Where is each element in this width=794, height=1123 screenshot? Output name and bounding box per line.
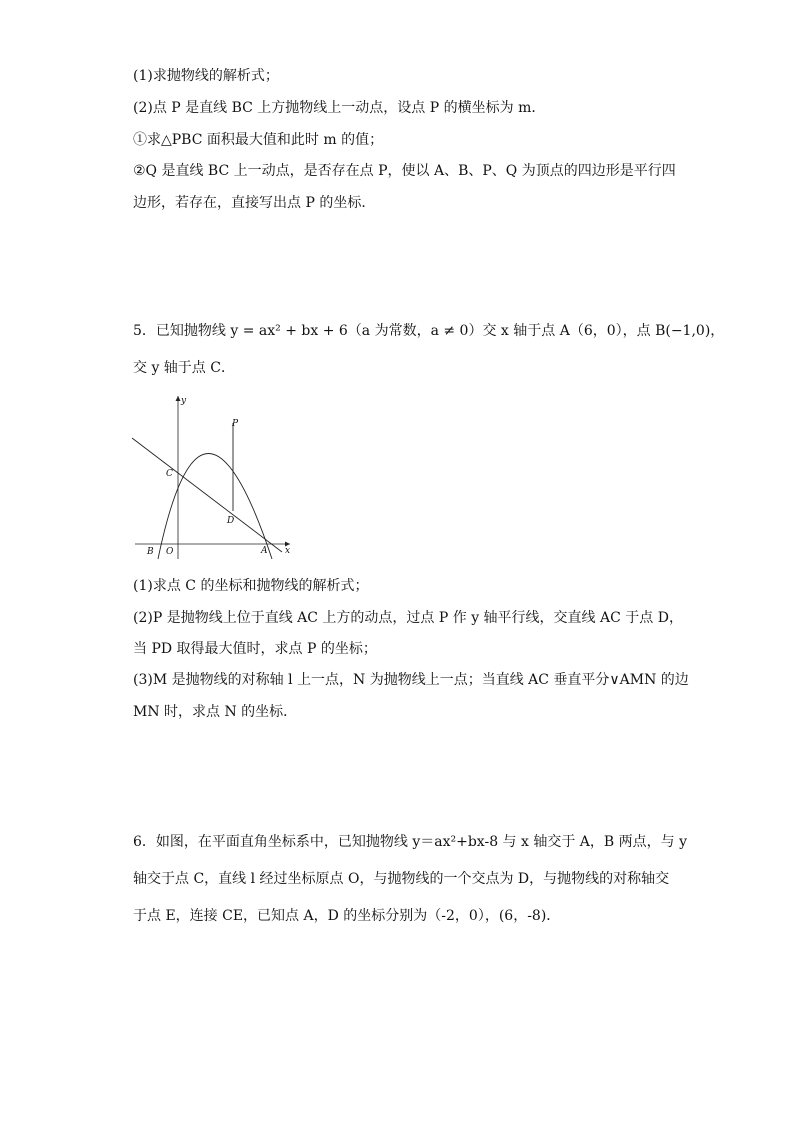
label-a: A [261, 546, 268, 556]
p6-line3: 于点 E，连接 CE，已知点 A，D 的坐标分别为（-2，0），(6，-8)． [133, 908, 561, 924]
p4-part2-sub2-line1: ②Q 是直线 BC 上一动点，是否存在点 P，使以 A、B、P、Q 为顶点的四边形是平行四 [133, 163, 676, 179]
p5-stem-line1: 5．已知抛物线 y = ax² + bx + 6（a 为常数，a ≠ 0）交 x 轴于点 A（6，0），点 B(−1,0)， [133, 323, 725, 339]
p4-part2-sub1: ①求△PBC 面积最大值和此时 m 的值； [133, 132, 384, 148]
p6-line1: 6．如图，在平面直角坐标系中，已知抛物线 y＝ax²+bx-8 与 x 轴交于 A，B 两点，与 y [133, 834, 688, 850]
label-c: C [166, 469, 173, 479]
p5-q2-line2: 当 PD 取得最大值时，求点 P 的坐标； [133, 641, 377, 657]
label-x: x [285, 546, 291, 556]
p4-part2: (2)点 P 是直线 BC 上方抛物线上一动点，设点 P 的横坐标为 m． [133, 100, 546, 116]
p5-q3-line2: MN 时，求点 N 的坐标． [133, 704, 298, 720]
label-d: D [227, 516, 235, 526]
p6-line2: 轴交于点 C，直线 l 经过坐标原点 O，与抛物线的一个交点为 D，与抛物线的对称轴交 [133, 871, 670, 887]
parabola-curve [158, 454, 272, 560]
label-y: y [181, 396, 187, 406]
line-ac [132, 438, 282, 552]
parabola-figure [130, 392, 300, 562]
label-b: B [147, 547, 154, 557]
p5-stem-line2: 交 y 轴于点 C． [133, 360, 235, 376]
label-p: P [232, 419, 239, 429]
y-axis-arrow [176, 396, 181, 401]
parabola-graph [130, 392, 300, 562]
p4-part2-sub2-line2: 边形，若存在，直接写出点 P 的坐标． [133, 195, 376, 211]
p5-q1: (1)求点 C 的坐标和抛物线的解析式； [133, 578, 369, 594]
label-o: O [166, 547, 174, 557]
p4-part1: (1)求抛物线的解析式； [133, 68, 279, 84]
p5-q2-line1: (2)P 是抛物线上位于直线 AC 上方的动点，过点 P 作 y 轴平行线，交直线 AC 于点 D， [133, 610, 683, 626]
p5-q3-line1: (3)M 是抛物线的对称轴 l 上一点，N 为抛物线上一点；当直线 AC 垂直平分∨AMN 的边 [133, 672, 689, 688]
